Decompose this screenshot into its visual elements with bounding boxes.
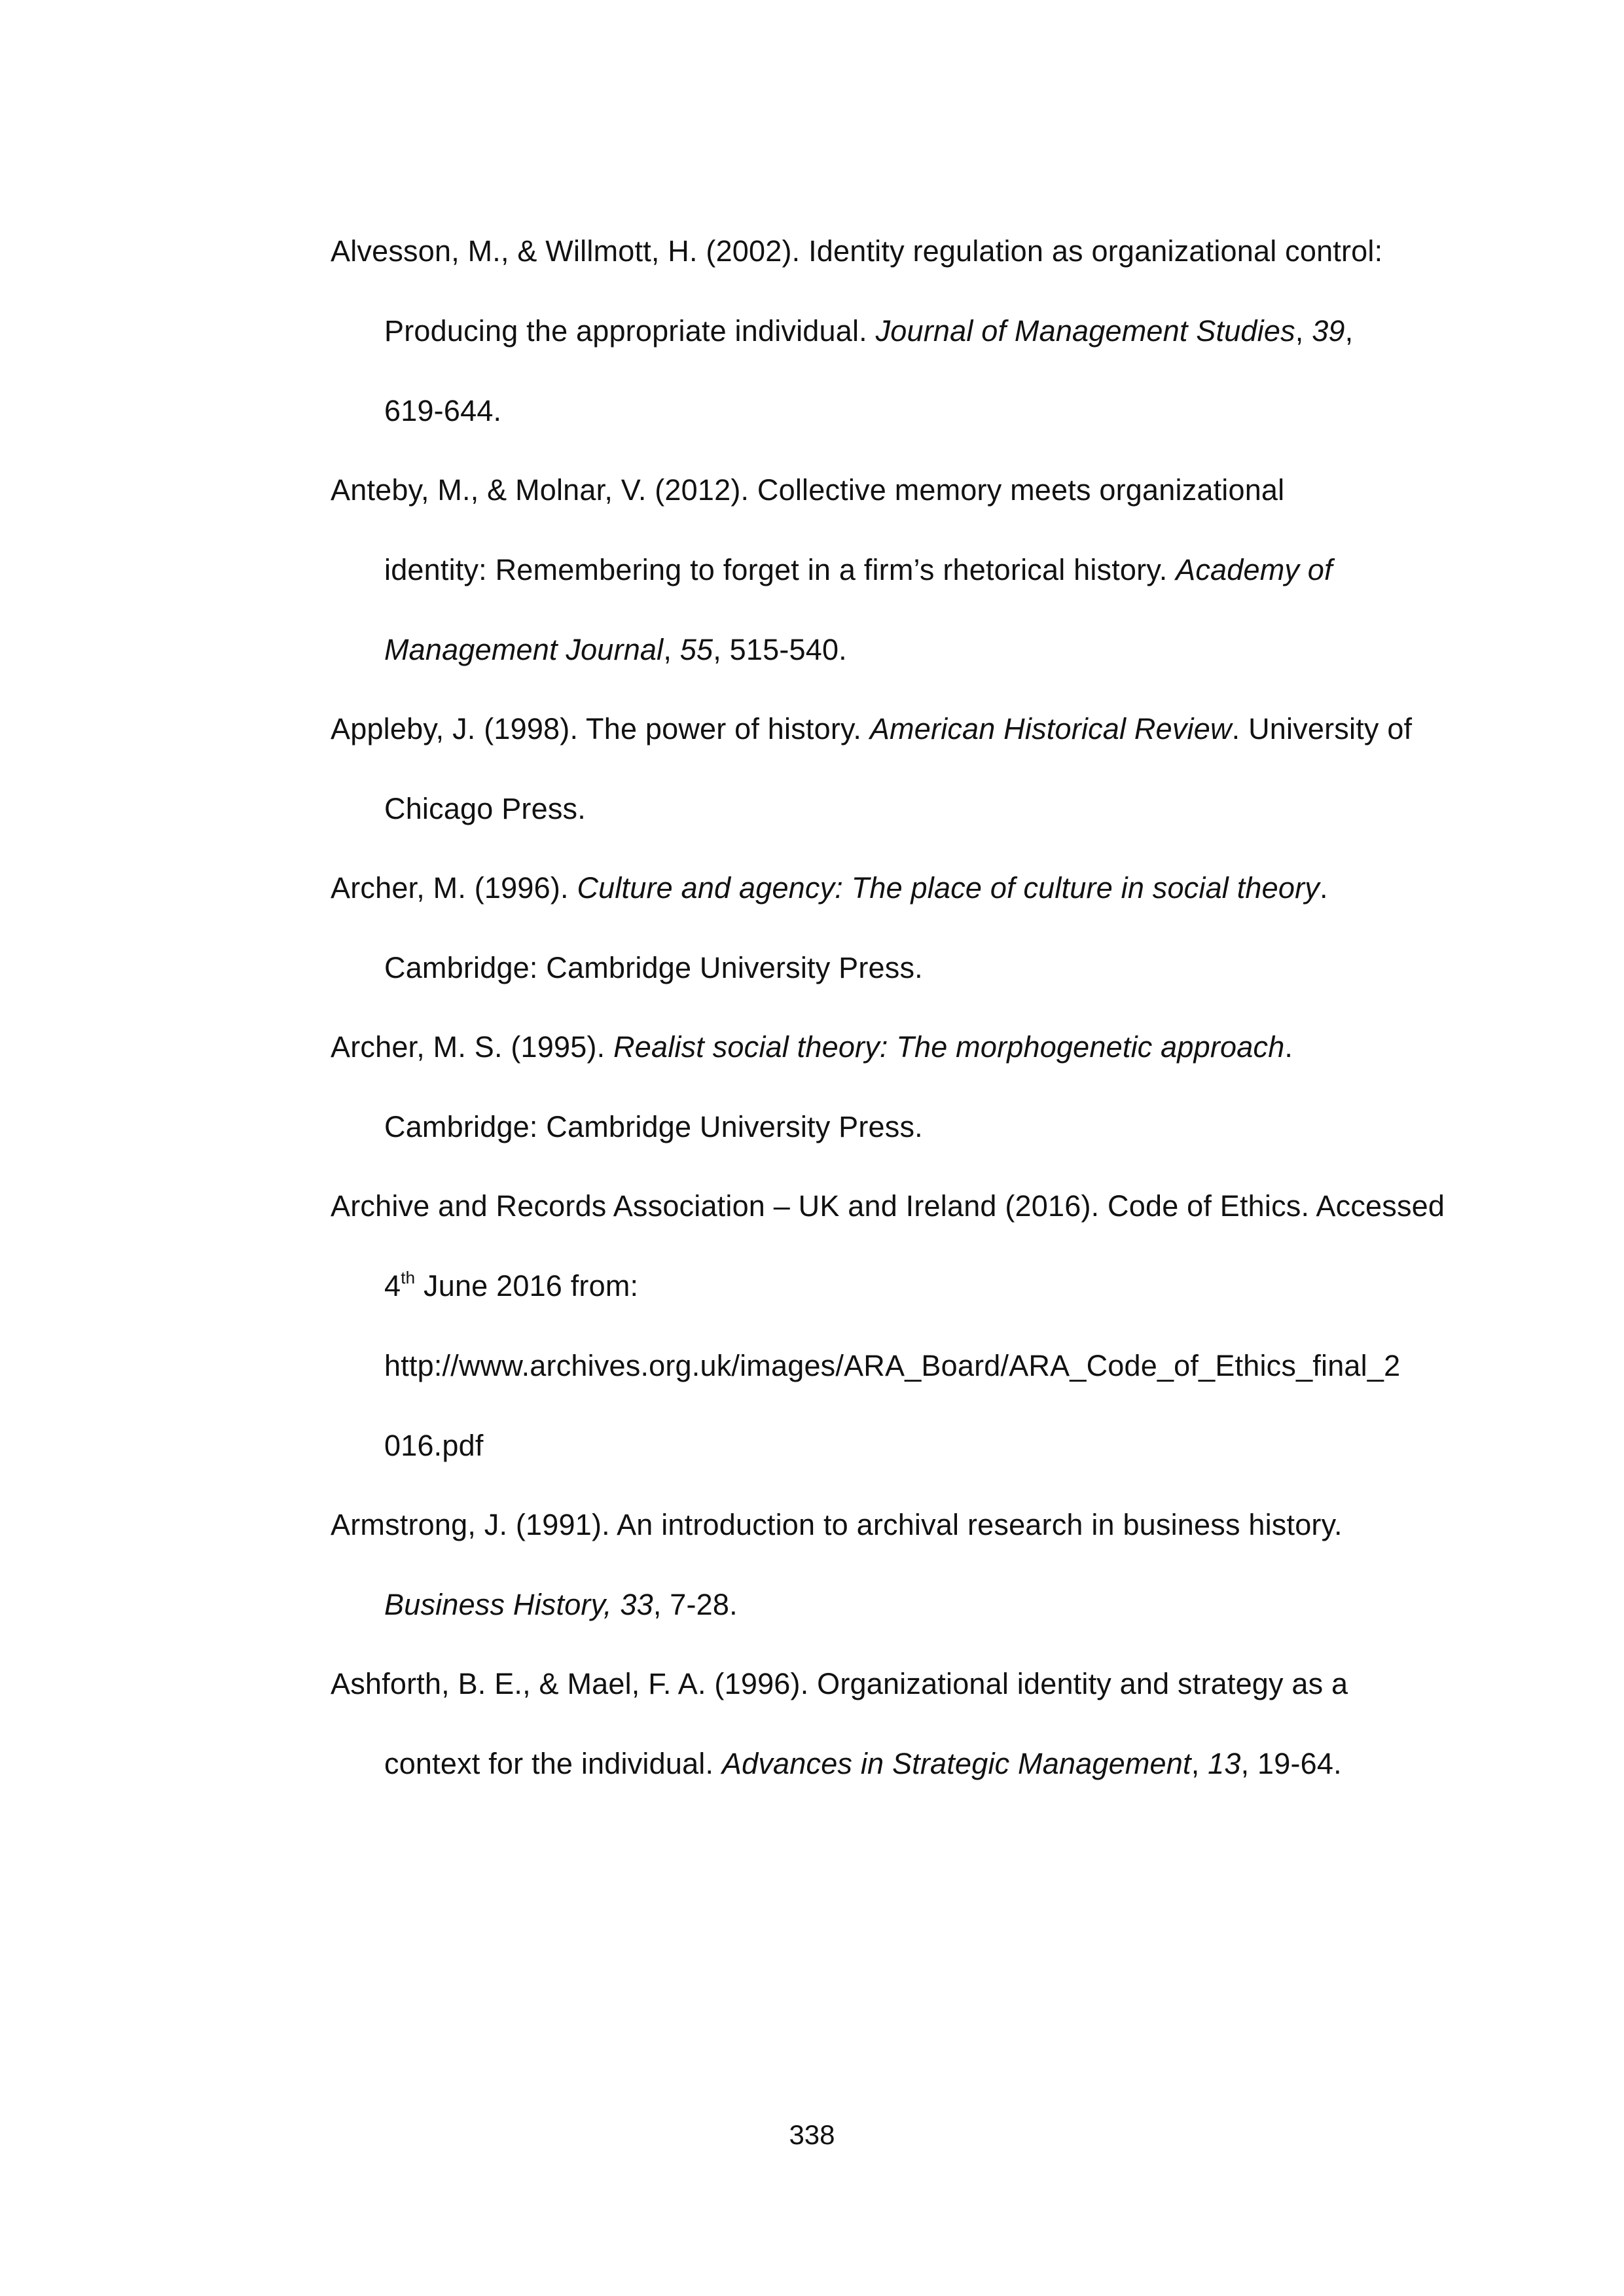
reference-text: . — [1319, 871, 1328, 905]
reference-line — [331, 544, 1443, 624]
reference-line — [331, 1738, 1443, 1790]
reference-anteby-molnar-2012 — [331, 464, 1443, 676]
reference-text: , — [663, 633, 680, 666]
reference-line: Alvesson, M., & Willmott, H. (2002). Identity regulation as organizational control: — [331, 234, 1383, 268]
reference-line: Ashforth, B. E., & Mael, F. A. (1996). Organizational identity and strategy as a — [331, 1667, 1348, 1700]
volume-number: 39 — [1312, 314, 1345, 348]
reference-line: Chicago Press. — [384, 792, 586, 825]
journal-title: American Historical Review — [869, 712, 1232, 745]
journal-title: Journal of Management Studies — [875, 314, 1295, 348]
reference-alvesson-willmott-2002 — [331, 225, 1443, 437]
reference-line: Cambridge: Cambridge University Press. — [384, 951, 923, 984]
book-title: Realist social theory: The morphogenetic approach — [613, 1030, 1285, 1064]
journal-title: Academy of — [1176, 553, 1333, 586]
reference-text: , 19-64. — [1240, 1747, 1342, 1780]
reference-line — [331, 862, 1443, 942]
reference-text: , 7-28. — [653, 1588, 738, 1621]
reference-line: 619-644. — [384, 394, 502, 427]
reference-text: context for the individual. — [384, 1747, 722, 1780]
volume-number: 13 — [1208, 1747, 1241, 1780]
reference-line — [331, 703, 1443, 783]
journal-title: Business History, 33 — [384, 1588, 653, 1621]
reference-archer-1995 — [331, 1021, 1443, 1153]
reference-line — [331, 1579, 1443, 1631]
reference-text: . — [1284, 1030, 1293, 1064]
reference-text: . University of — [1231, 712, 1413, 745]
reference-text: Archer, M. S. (1995). — [331, 1030, 614, 1064]
ordinal-suffix: th — [401, 1268, 416, 1287]
book-title: Culture and agency: The place of culture in social theory — [577, 871, 1320, 905]
reference-archive-records-association-2016 — [331, 1180, 1443, 1472]
reference-line: Armstrong, J. (1991). An introduction to archival research in business history. — [331, 1508, 1343, 1541]
journal-title: Advances in Strategic Management — [721, 1747, 1191, 1780]
reference-text: June 2016 from: — [415, 1269, 639, 1302]
reference-line — [331, 305, 1443, 385]
reference-ashforth-mael-1996 — [331, 1658, 1443, 1790]
reference-text: Producing the appropriate individual. — [384, 314, 876, 348]
journal-title: Management Journal — [384, 633, 664, 666]
reference-url: http://www.archives.org.uk/images/ARA_Board/ARA_Code_of_Ethics_final_2 — [384, 1349, 1401, 1382]
reference-text: identity: Remembering to forget in a firm’s rhetorical history. — [384, 553, 1176, 586]
reference-text: , 515-540. — [713, 633, 847, 666]
reference-line — [331, 1021, 1443, 1101]
reference-text: , — [1191, 1747, 1208, 1780]
reference-list — [331, 225, 1443, 1817]
volume-number: 55 — [679, 633, 713, 666]
page-number: 338 — [789, 2119, 835, 2150]
reference-archer-1996 — [331, 862, 1443, 994]
reference-line — [331, 624, 1443, 676]
reference-armstrong-1991 — [331, 1499, 1443, 1631]
reference-line: Cambridge: Cambridge University Press. — [384, 1110, 923, 1143]
reference-text: , — [1295, 314, 1312, 348]
reference-text: Archer, M. (1996). — [331, 871, 577, 905]
reference-appleby-1998 — [331, 703, 1443, 835]
reference-url-continued: 016.pdf — [384, 1429, 484, 1462]
reference-line — [331, 1260, 1443, 1340]
reference-line: Archive and Records Association – UK and Ireland (2016). Code of Ethics. Accessed — [331, 1189, 1445, 1223]
reference-text: Appleby, J. (1998). The power of history. — [331, 712, 870, 745]
reference-line: Anteby, M., & Molnar, V. (2012). Collective memory meets organizational — [331, 473, 1285, 507]
reference-text: , — [1344, 314, 1354, 348]
reference-text: 4 — [384, 1269, 401, 1302]
